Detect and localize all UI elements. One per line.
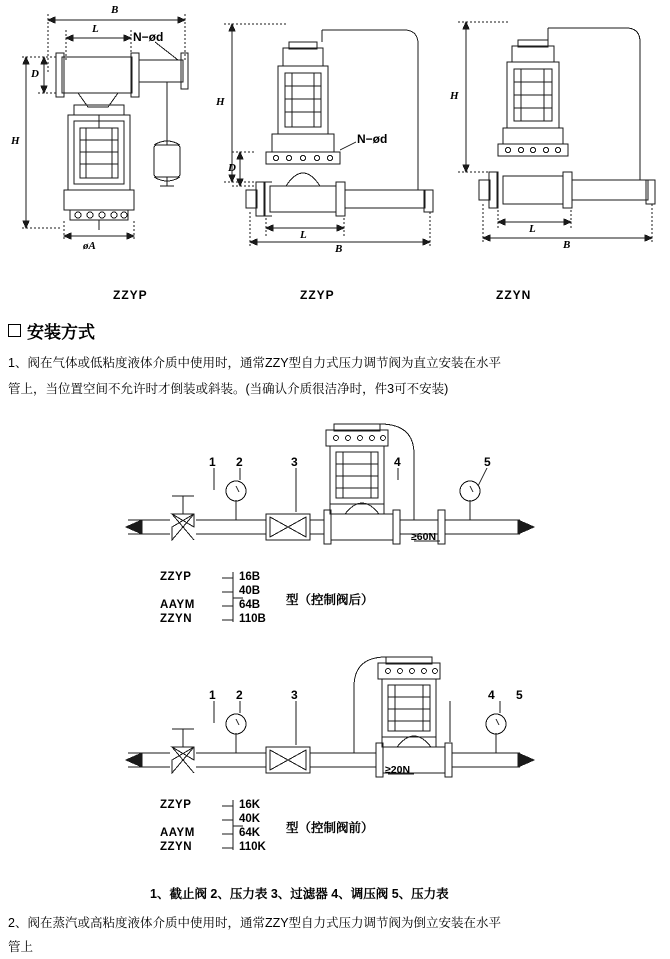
model-value-16b: 16B	[239, 571, 261, 583]
callout-1-bottom: 1	[209, 688, 216, 702]
model-value-64b: 64B	[239, 599, 261, 611]
figure-1-model-label: ZZYP	[113, 288, 148, 302]
model-name-zzyp-top: ZZYP	[160, 571, 192, 583]
callout-5-top: 5	[484, 455, 491, 469]
dim-label-b-fig1: B	[111, 4, 119, 16]
callout-4-top: 4	[394, 455, 401, 469]
model-name-aaym-top: AAYM	[160, 599, 195, 611]
callout-3-top: 3	[291, 455, 298, 469]
dim-label-h-fig2: H	[216, 96, 225, 108]
model-value-16k: 16K	[239, 799, 261, 811]
paragraph-2-line-2: 管上	[8, 940, 34, 954]
dim-label-h-fig1: H	[11, 135, 20, 147]
dim-label-d-fig2: D	[228, 162, 236, 174]
dim-label-h-fig3: H	[450, 90, 459, 102]
figure-3-model-label: ZZYN	[496, 288, 532, 302]
paragraph-1-line-2: 管上，当位置空间不允许时才倒装或斜装。(当确认介质很洁净时，件3可不安装)	[8, 382, 449, 396]
dim-label-d-fig1: D	[31, 68, 39, 80]
type-label-bottom: 型（控制阀前）	[286, 821, 374, 835]
dim-label-l-fig2: L	[300, 229, 307, 241]
callout-2-top: 2	[236, 455, 243, 469]
model-value-40k: 40K	[239, 813, 261, 825]
model-name-zzyn-top: ZZYN	[160, 613, 193, 625]
dim-label-l-fig3: L	[529, 223, 536, 235]
force-label-bottom: ≥20N	[385, 764, 411, 776]
dim-label-nod-fig2: N−ød	[357, 132, 388, 146]
figure-2-model-label: ZZYP	[300, 288, 335, 302]
model-name-aaym-bottom: AAYM	[160, 827, 195, 839]
callout-4-bottom: 4	[488, 688, 495, 702]
legend-line: 1、截止阀 2、压力表 3、过滤器 4、调压阀 5、压力表	[150, 887, 449, 901]
dim-label-b-fig3: B	[563, 239, 571, 251]
dim-label-l-fig1: L	[92, 23, 99, 35]
model-value-110b: 110B	[239, 613, 266, 625]
model-value-110k: 110K	[239, 841, 266, 853]
paragraph-1-line-1: 1、阀在气体或低粘度液体介质中使用时，通常ZZY型自力式压力调节阀为直立安装在水平	[8, 356, 502, 370]
callout-1-top: 1	[209, 455, 216, 469]
paragraph-2-line-1: 2、阀在蒸汽或高粘度液体介质中使用时，通常ZZY型自力式压力调节阀为倒立安装在水平	[8, 916, 502, 930]
section-heading: 安装方式	[8, 318, 95, 343]
bullet-square-icon	[8, 324, 21, 337]
type-label-top: 型（控制阀后）	[286, 593, 374, 607]
figure-zzyp-middle	[224, 24, 433, 248]
model-value-64k: 64K	[239, 827, 261, 839]
figure-zzyp-left	[22, 14, 188, 240]
model-name-zzyp-bottom: ZZYP	[160, 799, 192, 811]
dim-label-b-fig2: B	[335, 243, 343, 255]
figure-zzyn-right	[458, 22, 655, 244]
dim-label-oa-fig1: øA	[83, 240, 96, 252]
force-label-top: ≥60N	[411, 531, 437, 543]
callout-5-bottom: 5	[516, 688, 523, 702]
dim-label-nod-fig1: N−ød	[133, 30, 164, 44]
callout-3-bottom: 3	[291, 688, 298, 702]
callout-2-bottom: 2	[236, 688, 243, 702]
model-name-zzyn-bottom: ZZYN	[160, 841, 193, 853]
model-value-40b: 40B	[239, 585, 261, 597]
